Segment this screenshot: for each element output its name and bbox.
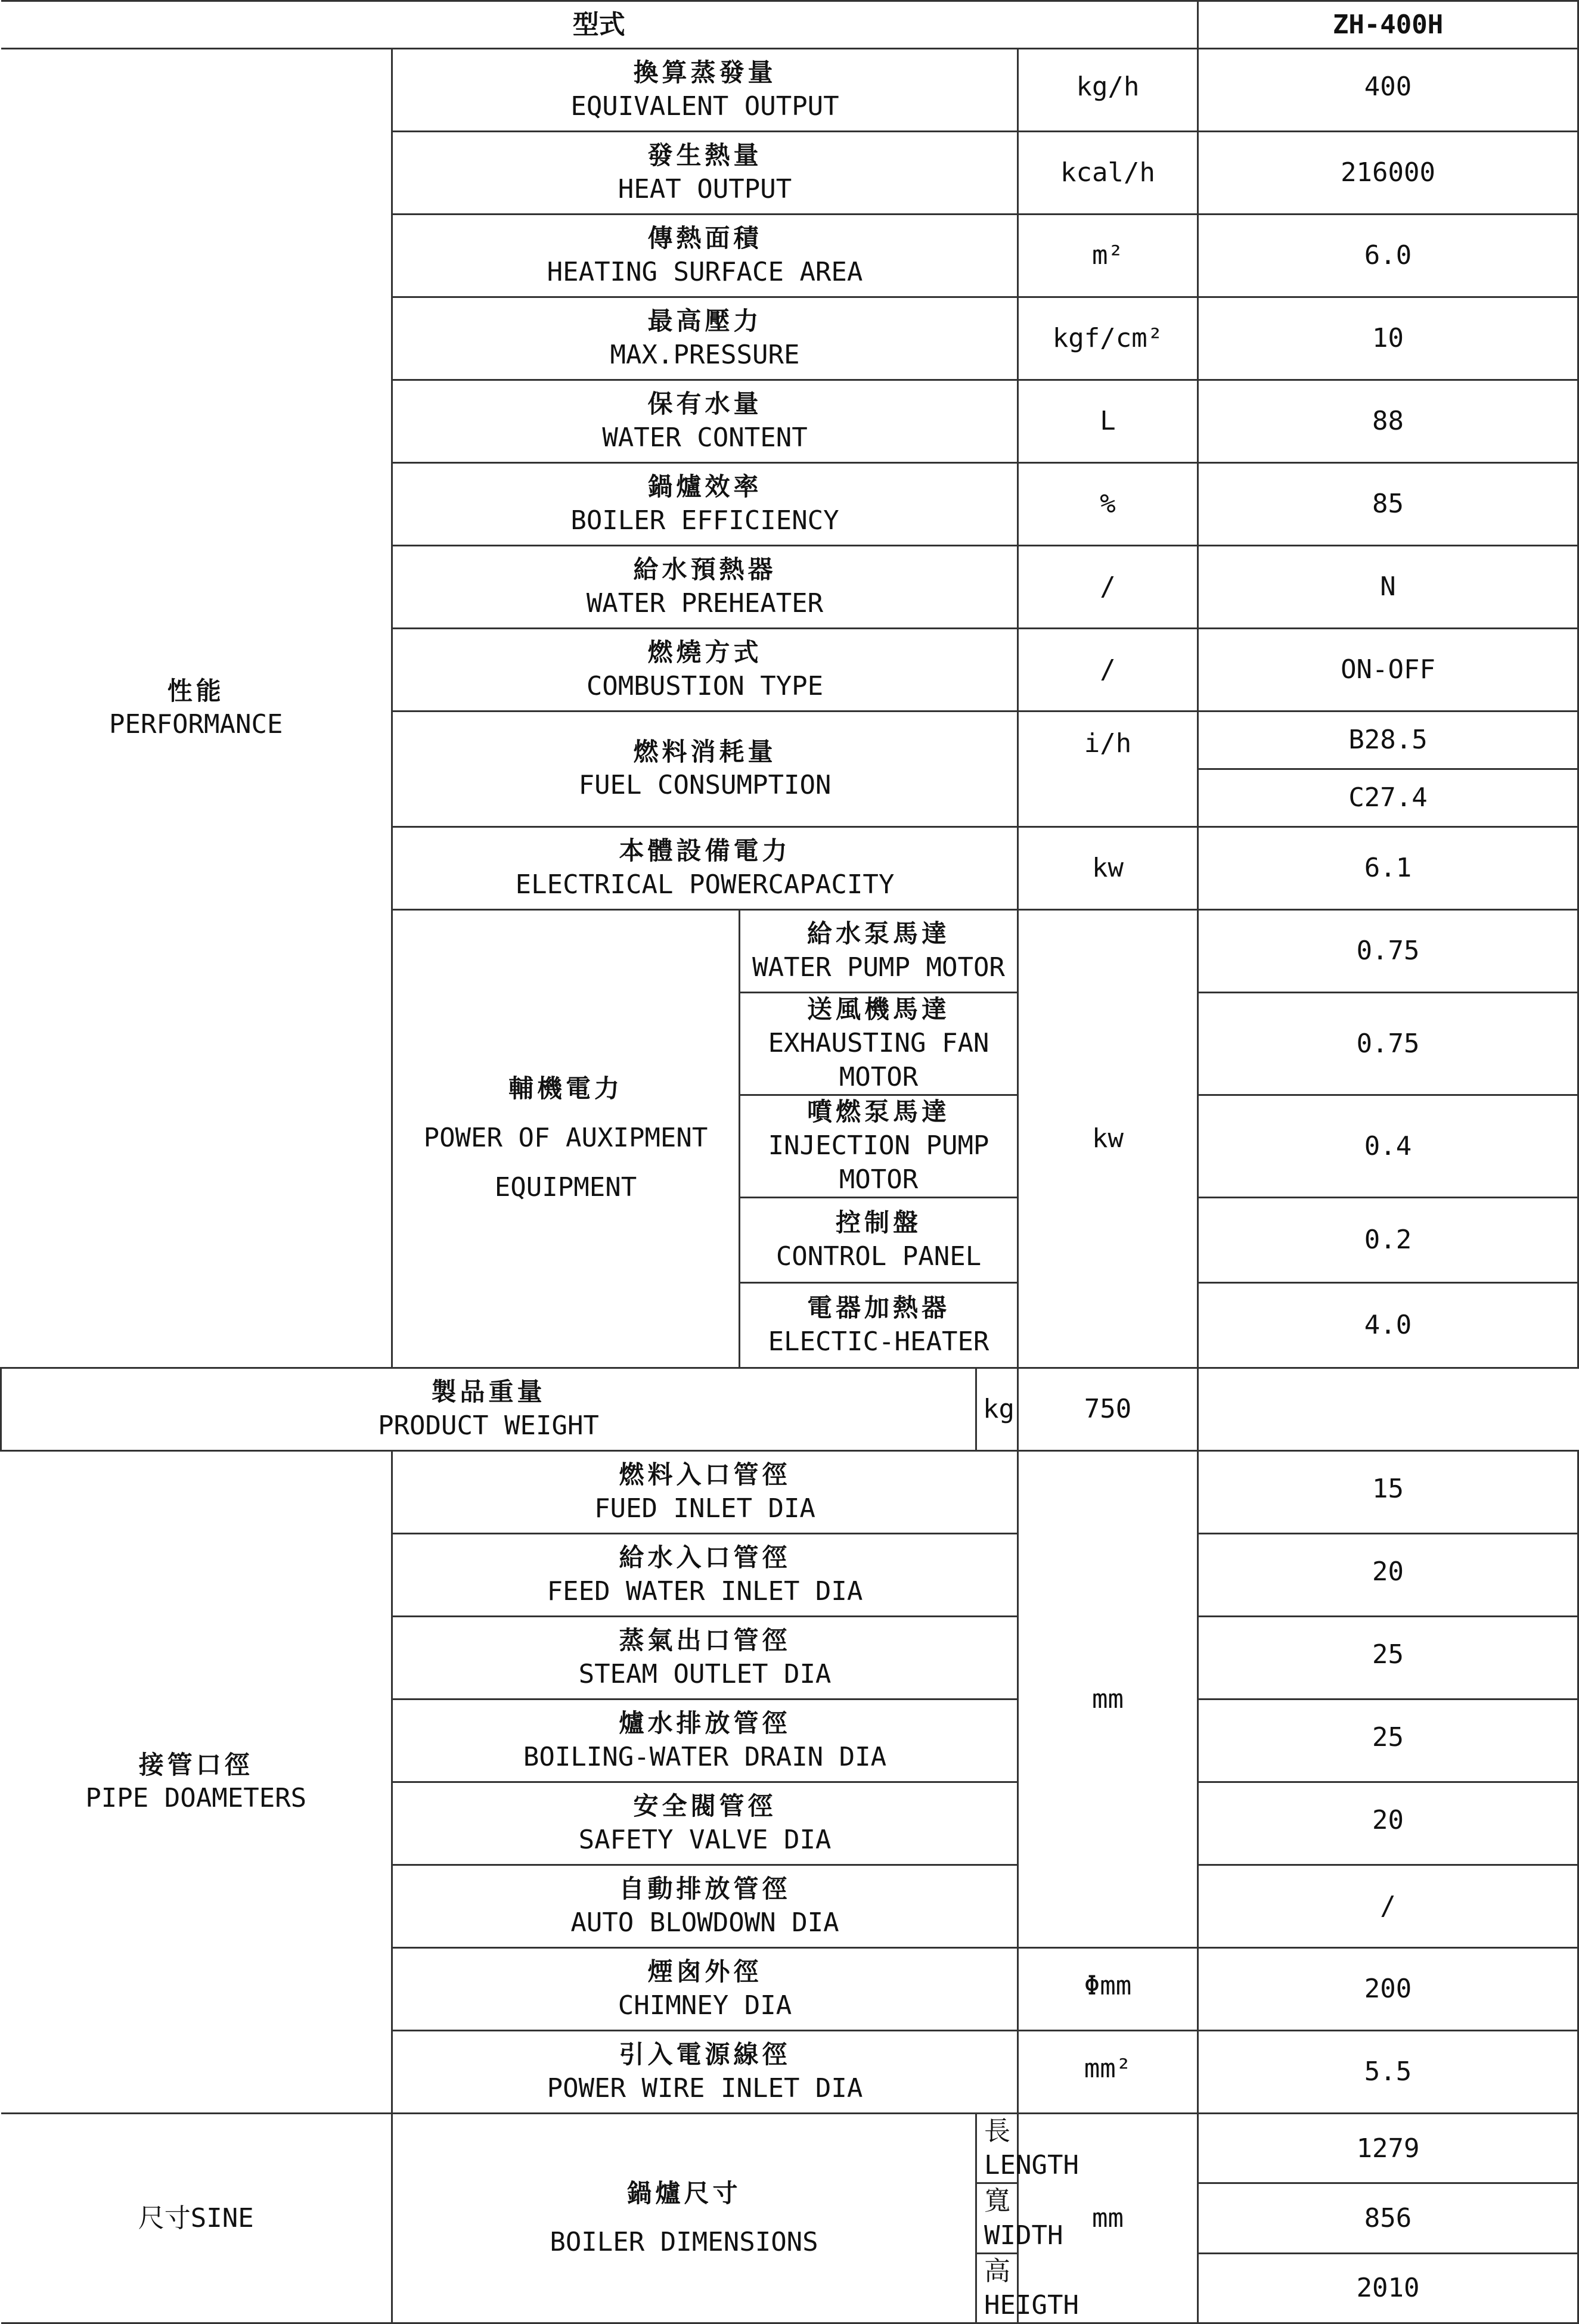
value-cell: [1198, 1616, 1578, 1699]
value-cell: [1198, 1197, 1578, 1282]
item-cell: [392, 2030, 1018, 2113]
item-zh: 自動排放管徑: [619, 1874, 791, 1904]
unit-text: i/h: [1084, 728, 1132, 759]
aux-group-zh: 輔機電力: [508, 1074, 623, 1104]
item-zh: 最高壓力: [647, 306, 762, 336]
pipes-group-zh: 接管口徑: [138, 1750, 253, 1779]
width-label: 寬WIDTH: [984, 2186, 1063, 2251]
unit-cell: [1018, 1450, 1198, 1947]
value-text: 0.75: [1356, 1028, 1420, 1059]
value-text: 400: [1364, 72, 1412, 102]
value-cell: [1198, 1450, 1578, 1533]
unit-cell: [1018, 546, 1198, 629]
item-cell: [392, 215, 1018, 297]
table-row: [1, 49, 1578, 132]
item-en: SAFETY VALVE DIA: [578, 1824, 832, 1855]
value-cell: [1198, 1699, 1578, 1782]
item-zh: 換算蒸發量: [633, 58, 777, 88]
item-en: STEAM OUTLET DIA: [578, 1658, 832, 1689]
item-en: FEED WATER INLET DIA: [547, 1576, 863, 1607]
value-text: /: [1380, 1891, 1396, 1922]
unit-text: /: [1100, 571, 1116, 602]
item-en: HEATING SURFACE AREA: [547, 256, 863, 287]
value-cell: [1198, 297, 1578, 380]
unit-text: kw: [1092, 853, 1124, 884]
value-cell: [1198, 1865, 1578, 1947]
item-cell: [392, 1947, 1018, 2030]
unit-cell: [1018, 827, 1198, 910]
unit-cell: [1018, 380, 1198, 463]
value-text: 4.0: [1364, 1310, 1412, 1341]
item-en: ELECTIC-HEATER: [768, 1326, 989, 1357]
height-label-cell: [976, 2253, 1079, 2323]
item-zh: 本體設備電力: [619, 836, 791, 866]
unit-text: /: [1100, 654, 1116, 685]
item-zh: 製品重量: [431, 1377, 546, 1407]
item-en: CONTROL PANEL: [775, 1241, 982, 1272]
item-en: EXHAUSTING FAN MOTOR: [768, 1027, 989, 1092]
item-cell: [392, 297, 1018, 380]
aux-group-cell: [392, 910, 740, 1368]
value-cell: [1198, 380, 1578, 463]
value-cell: [1198, 215, 1578, 297]
item-en: EQUIVALENT OUTPUT: [570, 91, 839, 122]
item-cell: [392, 712, 1018, 827]
value-text: 216000: [1341, 157, 1436, 188]
value-text: 15: [1372, 1473, 1404, 1504]
value-text: 25: [1372, 1639, 1404, 1670]
unit-cell: [1018, 1947, 1198, 2030]
unit-text: mm: [1092, 1683, 1124, 1714]
value-text: B28.5: [1348, 725, 1428, 756]
unit-text: m²: [1092, 240, 1124, 271]
size-group-cell: [1, 2113, 392, 2323]
unit-text: L: [1100, 406, 1116, 437]
aux-group-en-line2: EQUIPMENT: [494, 1172, 637, 1203]
item-cell: [392, 132, 1018, 215]
value-cell: [1198, 910, 1578, 993]
value-cell: [1198, 1947, 1578, 2030]
item-cell: [392, 49, 1018, 132]
value-cell: [1198, 629, 1578, 712]
value-cell: [1198, 2183, 1578, 2253]
value-text: 88: [1372, 406, 1404, 437]
item-zh: 給水預熱器: [633, 555, 777, 585]
item-cell: [392, 546, 1018, 629]
value-cell: [1198, 132, 1578, 215]
header-row: [1, 1, 1578, 49]
dimensions-cell: [392, 2113, 976, 2323]
value-text: 20: [1372, 1556, 1404, 1587]
unit-text: %: [1100, 489, 1116, 520]
table-row: [1, 2113, 1578, 2183]
item-en: AUTO BLOWDOWN DIA: [570, 1907, 839, 1938]
width-label-cell: [976, 2183, 1063, 2253]
item-cell: [740, 1095, 1018, 1197]
value-text: 85: [1372, 489, 1404, 520]
item-zh: 燃料入口管徑: [619, 1460, 791, 1490]
value-text: 5.5: [1364, 2056, 1412, 2087]
pipes-group-en: PIPE DOAMETERS: [85, 1783, 307, 1814]
item-cell: [740, 1282, 1018, 1368]
value-text: 200: [1364, 1974, 1412, 2005]
item-cell: [392, 1699, 1018, 1782]
unit-text: kcal/h: [1060, 157, 1155, 188]
value-text: 0.4: [1364, 1130, 1412, 1161]
item-en: FUEL CONSUMPTION: [578, 770, 832, 801]
model-label: 型式: [572, 9, 625, 40]
unit-text: mm²: [1084, 2053, 1132, 2084]
unit-cell: [1018, 49, 1198, 132]
pipes-group-cell: [1, 1450, 392, 2113]
item-en: BOILING-WATER DRAIN DIA: [523, 1741, 887, 1772]
dimensions-en: BOILER DIMENSIONS: [550, 2227, 818, 2258]
model-label-cell: [1, 1, 1198, 49]
value-cell: [1018, 1368, 1198, 1450]
value-cell: [1198, 712, 1578, 769]
height-value: 2010: [1356, 2273, 1420, 2304]
unit-cell: [1018, 215, 1198, 297]
item-en: WATER CONTENT: [602, 422, 808, 453]
item-zh: 鍋爐效率: [647, 472, 762, 502]
length-value: 1279: [1356, 2133, 1420, 2164]
value-cell: [1198, 2253, 1578, 2323]
dimensions-zh: 鍋爐尺寸: [626, 2178, 742, 2208]
item-en: PRODUCT WEIGHT: [378, 1410, 599, 1441]
item-cell: [740, 910, 1018, 993]
unit-cell: [1018, 712, 1198, 827]
value-text: 0.2: [1364, 1225, 1412, 1256]
unit-text: kgf/cm²: [1052, 323, 1164, 354]
item-zh: 引入電源線徑: [619, 2040, 791, 2070]
value-text: 25: [1372, 1722, 1404, 1753]
value-text: C27.4: [1348, 782, 1428, 813]
item-zh: 煙囪外徑: [647, 1957, 762, 1987]
item-cell: [740, 1197, 1018, 1282]
aux-group-en-line1: POWER OF AUXIPMENT: [423, 1123, 708, 1154]
item-cell: [392, 380, 1018, 463]
value-cell: [1198, 1095, 1578, 1197]
item-cell: [392, 1450, 1018, 1533]
height-label: 高HEIGTH: [984, 2255, 1079, 2320]
length-label: 長LENGTH: [984, 2115, 1079, 2181]
item-en: WATER PREHEATER: [586, 588, 824, 619]
value-text: 6.0: [1364, 240, 1412, 271]
item-zh: 送風機馬達: [806, 995, 950, 1024]
item-en: WATER PUMP MOTOR: [752, 952, 1005, 983]
item-zh: 蒸氣出口管徑: [619, 1626, 791, 1655]
size-group: 尺寸SINE: [138, 2202, 254, 2233]
performance-group-en: PERFORMANCE: [109, 709, 283, 740]
value-cell: [1198, 769, 1578, 827]
value-text: ON-OFF: [1341, 654, 1436, 685]
item-zh: 給水泵馬達: [806, 919, 950, 949]
table-row: [1, 1450, 1578, 1533]
item-cell: [392, 1865, 1018, 1947]
item-en: INJECTION PUMP MOTOR: [768, 1130, 989, 1195]
performance-group-zh: 性能: [167, 676, 225, 706]
item-cell: [392, 1616, 1018, 1699]
item-cell: [392, 629, 1018, 712]
value-cell: [1198, 463, 1578, 546]
unit-text: Φmm: [1084, 1970, 1132, 2001]
value-text: 6.1: [1364, 853, 1412, 884]
value-cell: [1198, 2113, 1578, 2183]
item-cell: [392, 463, 1018, 546]
item-cell: [1, 1368, 976, 1450]
value-cell: [1198, 827, 1578, 910]
item-zh: 給水入口管徑: [619, 1543, 791, 1573]
item-zh: 安全閥管徑: [633, 1791, 777, 1821]
item-cell: [740, 993, 1018, 1095]
item-en: ELECTRICAL POWERCAPACITY: [515, 869, 895, 900]
item-zh: 燃料消耗量: [633, 737, 777, 766]
performance-group-cell: [1, 49, 392, 1368]
item-en: MAX.PRESSURE: [610, 339, 800, 370]
unit-cell: [1018, 132, 1198, 215]
value-text: 750: [1084, 1394, 1132, 1425]
item-zh: 發生熱量: [647, 141, 762, 170]
value-text: N: [1380, 571, 1396, 602]
item-zh: 傳熱面積: [647, 223, 762, 253]
item-cell: [392, 1533, 1018, 1616]
unit-text: kg: [983, 1394, 1015, 1425]
item-en: HEAT OUTPUT: [618, 173, 792, 204]
value-text: 20: [1372, 1804, 1404, 1835]
value-cell: [1198, 1282, 1578, 1368]
width-value: 856: [1364, 2202, 1412, 2233]
unit-cell: [976, 1368, 1018, 1450]
item-cell: [392, 827, 1018, 910]
item-en: CHIMNEY DIA: [618, 1990, 792, 2021]
unit-cell: [1018, 2030, 1198, 2113]
item-zh: 電器加熱器: [806, 1293, 950, 1323]
unit-cell: [1018, 629, 1198, 712]
value-cell: [1198, 546, 1578, 629]
value-cell: [1198, 993, 1578, 1095]
unit-text: mm: [1092, 2202, 1124, 2233]
value-text: 0.75: [1356, 936, 1420, 967]
item-zh: 控制盤: [835, 1208, 922, 1238]
item-en: FUED INLET DIA: [594, 1493, 815, 1524]
value-text: 10: [1372, 323, 1404, 354]
item-en: COMBUSTION TYPE: [586, 670, 824, 701]
value-cell: [1198, 1782, 1578, 1865]
model-value: ZH-400H: [1332, 9, 1444, 40]
value-cell: [1198, 2030, 1578, 2113]
item-zh: 燃燒方式: [647, 638, 762, 667]
item-zh: 保有水量: [647, 389, 762, 419]
unit-cell: [1018, 297, 1198, 380]
length-label-cell: [976, 2113, 1079, 2183]
model-value-cell: [1198, 1, 1578, 49]
item-zh: 噴燃泵馬達: [806, 1096, 950, 1126]
item-en: BOILER EFFICIENCY: [570, 505, 839, 536]
unit-cell: [1018, 463, 1198, 546]
item-en: POWER WIRE INLET DIA: [547, 2073, 863, 2104]
item-zh: 爐水排放管徑: [619, 1708, 791, 1738]
unit-text: kg/h: [1076, 72, 1140, 102]
value-cell: [1198, 49, 1578, 132]
unit-cell: [1018, 910, 1198, 1368]
value-cell: [1198, 1533, 1578, 1616]
table-row: [1, 1368, 1578, 1450]
unit-text: kw: [1092, 1123, 1124, 1154]
item-cell: [392, 1782, 1018, 1865]
